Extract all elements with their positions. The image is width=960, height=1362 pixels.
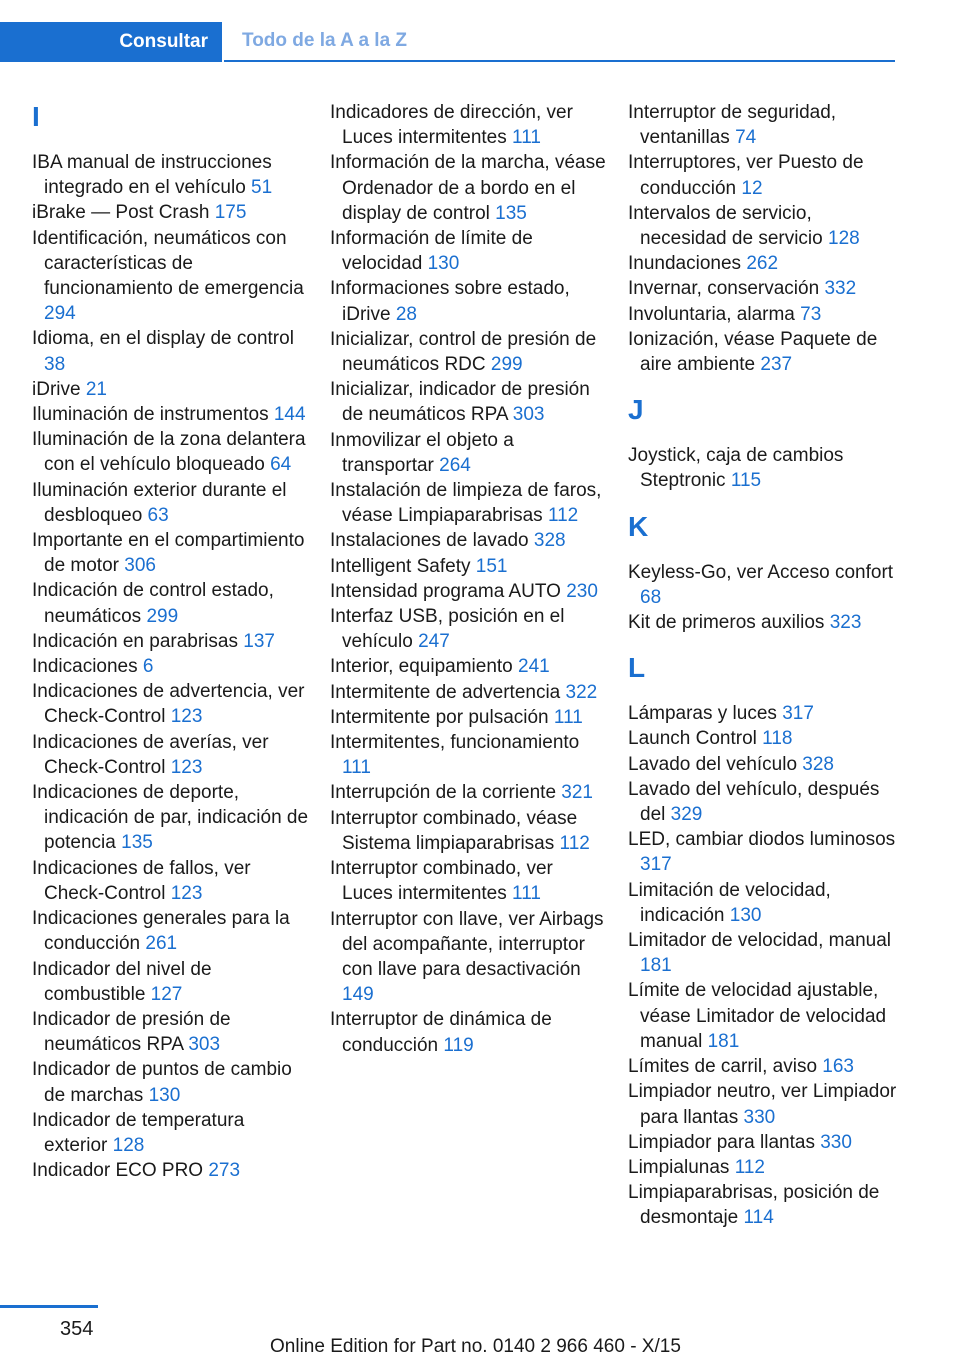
page-link[interactable]: 303 [512,404,545,426]
index-entry [628,978,898,1054]
page-link[interactable]: 328 [533,530,566,552]
page-link[interactable]: 137 [243,630,275,652]
index-entry-text: Limpialunas [628,1156,730,1178]
index-entry [330,604,608,654]
index-entry-text: Lámparas y luces [628,703,777,725]
index-entry-text: Indicadores de dirección, ver Luces intermitentes [330,102,573,149]
index-entry [330,705,608,730]
index-entry-text: Información de límite de velocidad [330,228,533,275]
index-entry [330,579,608,604]
index-entry-text: Indicador de temperatura exterior [32,1109,245,1156]
index-entry-text: Indicador de presión de neumáticos RPA [32,1008,231,1056]
page-link[interactable]: 130 [729,904,762,926]
index-entry [628,701,898,726]
index-entry [330,1007,608,1057]
index-entry [628,777,898,827]
index-entry [330,150,608,226]
index-entry-text: Intervalos de servicio, necesidad de servicio [628,202,823,250]
index-entry-text: Importante en el compartimiento de motor [32,530,305,577]
index-column-3 [628,100,898,1231]
page-link[interactable]: 230 [566,580,598,602]
index-entry-text: Indicador de puntos de cambio de marchas [32,1059,292,1106]
page-link[interactable]: 111 [553,706,583,728]
index-entry [32,402,310,427]
page-link[interactable]: 330 [820,1131,852,1153]
page-link[interactable]: 21 [85,378,107,400]
page-link[interactable]: 181 [707,1030,740,1052]
index-entry-text: Indicación de control estado, neumáticos [32,580,274,627]
index-entry [628,1180,898,1230]
index-entry-text: Interruptor de dinámica de conducción [330,1009,552,1056]
index-entry-text: Indicaciones de fallos, ver Check-Control [32,857,251,904]
page-link[interactable]: 317 [640,854,672,876]
index-entry-text: LED, cambiar diodos luminosos [628,829,896,851]
index-entry-text: Interruptores, ver Puesto de conducción [628,152,864,199]
index-entry [628,150,898,200]
page-link[interactable]: 237 [760,354,793,376]
index-entry [628,878,898,928]
index-entry-text: Inundaciones [628,253,742,275]
page-link[interactable]: 68 [640,586,662,608]
page-link[interactable]: 74 [735,127,757,149]
index-entry [32,730,310,780]
index-entry-text: Lavado del vehículo [628,753,798,775]
index-entry [330,680,608,705]
index-entry-text: Kit de primeros auxilios [628,612,825,634]
index-entry-text: Intermitentes, funcionamiento [330,732,580,754]
page-link[interactable]: 130 [427,253,460,275]
index-column-1 [32,100,310,1183]
index-entry-text: Joystick, caja de cambios Steptronic [628,445,844,492]
index-entry-text: Intermitente de advertencia [330,681,561,703]
index-entry-text: Limpiaparabrisas, posición de desmontaje [628,1182,880,1229]
footer-accent-line [0,1305,98,1308]
index-entry-text: Indicaciones [32,656,138,678]
index-entry [628,1130,898,1155]
index-entry-text: Launch Control [628,728,757,750]
index-entry [628,276,898,301]
page-link[interactable]: 130 [148,1084,181,1106]
page-link[interactable]: 118 [762,728,793,750]
page-number: 354 [60,1318,94,1340]
index-entry [628,827,898,877]
page-link[interactable]: 321 [561,782,593,804]
page-link[interactable]: 112 [559,832,590,854]
index-entry-text: Instalaciones de lavado [330,530,529,552]
index-entry [628,610,898,635]
index-entry [32,226,310,327]
index-entry-text: Interruptor combinado, ver Luces intermitentes [330,858,553,905]
index-entry-text: Iluminación de la zona delantera con el vehículo bloqueado [32,429,306,476]
index-entry [330,654,608,679]
index-entry-text: Limitador de velocidad, manual [628,930,891,952]
index-entry [628,560,898,610]
page-link[interactable]: 261 [145,933,178,955]
edition-note: Online Edition for Part no. 0140 2 966 460 - X/15 [270,1336,681,1357]
index-entry [32,578,310,628]
page-link[interactable]: 38 [44,353,66,375]
index-entry-text: Keyless-Go, ver Acceso confort [628,561,894,583]
index-entry-text: Intermitente por pulsación [330,706,549,728]
tab-separator [222,22,224,62]
index-entry [628,100,898,150]
index-entry-text: Indicador del nivel de combustible [32,958,212,1005]
tab-todo-a-z[interactable]: Todo de la A a la Z [222,22,895,62]
page-link[interactable]: 247 [418,631,450,653]
page-link[interactable]: 123 [170,882,203,904]
index-entry-text: Límites de carril, aviso [628,1056,818,1078]
index-entry-text: Iluminación exterior durante el desbloqueo [32,479,287,526]
page-link[interactable]: 299 [490,354,523,376]
index-entry-text: Iluminación de instrumentos [32,404,269,426]
page-link[interactable]: 323 [829,612,862,634]
index-entry [32,1108,310,1158]
page-link[interactable]: 123 [170,756,203,778]
page-link[interactable]: 6 [142,656,154,678]
index-entry [628,928,898,978]
index-entry [330,528,608,553]
index-entry [32,1007,310,1057]
index-entry [330,377,608,427]
page-link[interactable]: 329 [670,804,703,826]
index-entry-text: Interruptor de seguridad, ventanillas [628,102,837,149]
page-link[interactable]: 111 [512,127,541,149]
index-entry-text: Idioma, en el display de control [32,328,294,350]
page-link[interactable]: 127 [150,983,183,1005]
index-entry-text: IBA manual de instrucciones integrado en el vehículo [32,152,272,199]
page-link[interactable]: 111 [342,757,371,779]
index-entry-text: Límite de velocidad ajustable, véase Limitador de velocidad manual [628,980,887,1052]
page-link[interactable]: 181 [640,955,672,977]
index-entry [330,780,608,805]
section-letter: L [628,652,646,684]
page-link[interactable]: 273 [208,1160,241,1182]
page-link[interactable]: 322 [565,681,598,703]
index-entry-text: Lavado del vehículo, después del [628,778,880,826]
index-entry [32,377,310,402]
index-entry [32,1158,310,1183]
page-link[interactable]: 163 [822,1056,854,1078]
index-entry-text: Limitación de velocidad, indicación [628,879,831,926]
index-entry-text: Indicaciones de averías, ver Check-Control [32,731,269,778]
index-entry-text: Intensidad programa AUTO [330,580,561,602]
index-entry [628,1054,898,1079]
page-link[interactable]: 28 [395,303,417,325]
index-entry-text: Interrupción de la corriente [330,782,557,804]
index-entry [330,730,608,780]
page-link[interactable]: 328 [802,753,834,775]
index-entry [32,326,310,376]
index-entry [32,856,310,906]
page-link[interactable]: 135 [121,832,153,854]
index-entry-text: Indicaciones generales para la conducción [32,908,290,955]
index-entry [330,327,608,377]
page-link[interactable]: 64 [270,454,292,476]
index-entry-text: Indicaciones de deporte, indicación de par, indicación de potencia [32,782,309,854]
page-link[interactable]: 12 [741,177,763,199]
page-header [0,0,960,64]
page-link[interactable]: 112 [547,505,579,527]
index-entry [32,629,310,654]
page-link[interactable]: 128 [112,1134,145,1156]
index-entry [628,251,898,276]
index-entry-text: Invernar, conservación [628,278,820,300]
page-link[interactable]: 115 [730,470,762,492]
page-link[interactable]: 149 [342,984,374,1006]
index-entry-text: Información de la marcha, véase Ordenador de a bordo en el display de control [330,152,606,224]
index-entry [330,226,608,276]
page-link[interactable]: 51 [251,177,273,199]
page-link[interactable]: 262 [746,253,779,275]
index-entry [330,806,608,856]
page-link[interactable]: 123 [170,706,203,728]
index-entry-text: iDrive [32,378,81,400]
index-entry [32,1057,310,1107]
index-entry-text: Involuntaria, alarma [628,303,795,325]
page-link[interactable]: 264 [439,454,471,476]
index-entry [32,679,310,729]
index-entry-text: Inmovilizar el objeto a transportar [330,429,514,476]
section-letter: I [32,101,40,132]
page-link[interactable]: 303 [188,1034,221,1056]
index-entry [330,554,608,579]
index-entry [32,957,310,1007]
page-link[interactable]: 241 [518,656,550,678]
index-entry [32,906,310,956]
index-entry [32,478,310,528]
page-link[interactable]: 144 [273,404,306,426]
index-entry [628,443,898,493]
index-entry-text: Inicializar, indicador de presión de neumáticos RPA [330,379,590,426]
index-entry-text: Limpiador para llantas [628,1131,815,1153]
index-entry-text: Ionización, véase Paquete de aire ambiente [628,328,878,376]
index-entry [628,752,898,777]
index-entry [330,856,608,906]
index-entry [330,276,608,326]
page-link[interactable]: 111 [512,883,541,905]
index-entry [32,427,310,477]
index-entry-text: Intelligent Safety [330,555,471,577]
index-entry [32,200,310,225]
index-entry-text: Indicador ECO PRO [32,1160,204,1182]
index-entry-text: Interior, equipamiento [330,656,513,678]
index-entry-text: Indicaciones de advertencia, ver Check-Control [32,681,305,728]
page-link[interactable]: 63 [147,504,169,526]
index-entry [330,428,608,478]
page-link[interactable]: 114 [743,1207,774,1229]
page-link[interactable]: 128 [828,228,860,250]
page-link[interactable]: 306 [124,555,156,577]
index-entry [628,726,898,751]
index-entry [32,780,310,856]
page-link[interactable]: 332 [824,278,857,300]
page-link[interactable]: 299 [146,605,179,627]
section-letter: J [628,394,644,426]
index-entry-text: Indicación en parabrisas [32,630,238,652]
index-entry [628,1155,898,1180]
page-link[interactable]: 175 [214,202,247,224]
index-entry [628,1079,898,1129]
section-letter: K [628,510,649,542]
index-entry [628,302,898,327]
index-entry-text: iBrake — Post Crash [32,202,210,224]
index-entry-text: Interruptor con llave, ver Airbags del acompañante, interruptor con llave para desactivación [330,908,604,980]
index-entry-text: Limpiador neutro, ver Limpiador para llantas [628,1081,897,1128]
index-entry-text: Informaciones sobre estado, iDrive [330,278,570,325]
index-entry-text: Identificación, neumáticos con características de funcionamiento de emergencia [32,227,304,300]
index-entry-text: Inicializar, control de presión de neumáticos RDC [330,328,597,376]
index-entry-text: Interruptor combinado, véase Sistema limpiaparabrisas [330,807,578,854]
index-entry [32,528,310,578]
page-link[interactable]: 294 [44,303,76,325]
index-entry [32,654,310,679]
page-link[interactable]: 73 [800,303,822,325]
page-link[interactable]: 119 [443,1034,474,1056]
page-link[interactable]: 317 [782,703,814,725]
page-link[interactable]: 330 [743,1106,776,1128]
tab-consultar[interactable]: Consultar [0,22,222,62]
index-entry [32,150,310,200]
page-link[interactable]: 135 [495,202,527,224]
index-entry-text: Instalación de limpieza de faros, véase Limpiaparabrisas [330,480,602,527]
index-entry [330,478,608,528]
index-column-2 [330,100,608,1058]
index-entry [330,907,608,1008]
index-entry [330,100,608,150]
page-link[interactable]: 151 [475,555,508,577]
index-entry [628,327,898,377]
index-entry [628,201,898,251]
index-entry-text: Interfaz USB, posición en el vehículo [330,606,565,653]
page-link[interactable]: 112 [734,1156,765,1178]
